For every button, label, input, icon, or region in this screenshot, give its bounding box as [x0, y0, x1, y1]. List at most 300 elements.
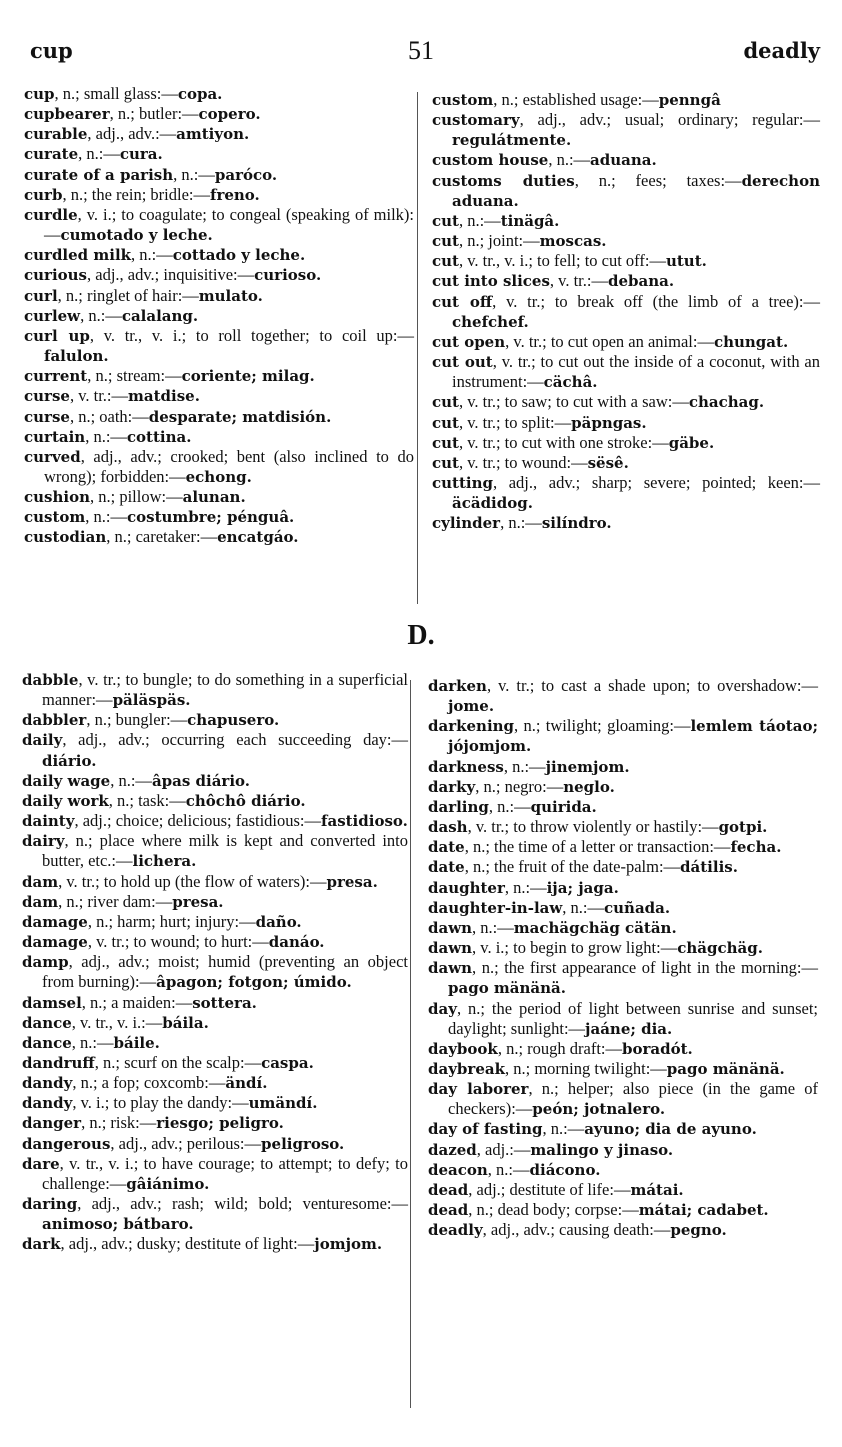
entry-headword: darkening: [428, 717, 515, 736]
entry-headword: curved: [24, 447, 81, 466]
entry-translation: desparate; matdisión.: [148, 407, 332, 426]
entry-definition: , n.; place where milk is kept and converted into butter, etc.:—: [42, 831, 408, 871]
entry-definition: , n.:—: [562, 897, 604, 917]
entry-headword: curdle: [24, 205, 78, 224]
entry-headword: dam: [22, 872, 59, 891]
entry-definition: , n.; caretaker:—: [106, 527, 218, 547]
entry-headword: dash: [428, 818, 468, 837]
entry-headword: dangerous: [22, 1134, 111, 1153]
dictionary-entry: [432, 513, 820, 533]
entry-headword: cut out: [432, 353, 493, 372]
dictionary-entry: [22, 1053, 408, 1073]
entry-translation: fastidioso.: [321, 812, 408, 831]
entry-headword: damage: [22, 933, 88, 952]
dictionary-entry: [428, 716, 818, 756]
entry-headword: curse: [24, 407, 70, 426]
entry-translation: copero.: [198, 105, 261, 124]
entry-headword: dandy: [22, 1094, 73, 1113]
dictionary-entry: [428, 1180, 818, 1200]
dictionary-entry: [22, 1154, 408, 1194]
entry-translation: derechon aduana.: [452, 171, 820, 210]
entry-definition: , n.; fees; taxes:—: [574, 170, 742, 190]
entry-translation: silíndro.: [541, 514, 612, 533]
dictionary-entry: [24, 165, 414, 185]
dictionary-entry: [24, 245, 414, 265]
dictionary-entry: [432, 413, 820, 433]
dictionary-entry: [428, 1119, 818, 1139]
entry-headword: cut: [432, 211, 459, 230]
entry-definition: , n.:—: [542, 1119, 585, 1139]
entry-definition: , n.; rough draft:—: [497, 1038, 623, 1058]
dictionary-entry: [22, 1093, 408, 1113]
entry-definition: , v. tr.; to wound:—: [458, 452, 588, 472]
entry-definition: , n.; bungler:—: [86, 710, 188, 730]
entry-definition: , v. tr.:—: [549, 271, 608, 291]
dictionary-entry: [432, 90, 820, 110]
dictionary-entry: [24, 124, 414, 144]
entry-definition: , n.:—: [458, 210, 501, 230]
dictionary-entry: [428, 878, 818, 898]
entry-headword: danger: [22, 1114, 82, 1133]
entry-translation: lemlem táotao; jójomjom.: [448, 717, 818, 756]
entry-headword: dam: [22, 892, 59, 911]
entry-translation: chägchäg.: [677, 939, 763, 958]
entry-translation: danáo.: [268, 933, 325, 952]
entry-headword: curable: [24, 125, 88, 144]
entry-definition: , adj.; choice; delicious; fastidious:—: [74, 811, 322, 831]
dictionary-entry: [24, 527, 414, 547]
entry-headword: deadly: [428, 1221, 483, 1240]
entry-definition: , n.; scurf on the scalp:—: [94, 1052, 262, 1072]
entry-translation: utut.: [665, 252, 707, 271]
entry-definition: , v. tr.; to bungle; to do something in a superficial manner:—: [42, 670, 408, 710]
dictionary-entry: [22, 1073, 408, 1093]
dictionary-entry: [432, 110, 820, 150]
column-divider-bottom: [410, 680, 411, 1408]
entry-translation: cottina.: [126, 427, 192, 446]
entry-translation: cura.: [119, 145, 163, 164]
entry-definition: , n.; morning twilight:—: [504, 1058, 667, 1078]
dictionary-entry: [428, 1140, 818, 1160]
entry-translation: jome.: [448, 697, 495, 716]
entry-headword: date: [428, 858, 465, 877]
entry-translation: moscas.: [539, 232, 607, 251]
dictionary-entry: [428, 918, 818, 938]
dictionary-entry: [22, 831, 408, 871]
entry-headword: custodian: [24, 528, 107, 547]
entry-definition: , n.; small glass:—: [54, 84, 178, 103]
entry-headword: curse: [24, 387, 70, 406]
dictionary-entry: [428, 797, 818, 817]
entry-translation: mulato.: [198, 286, 263, 305]
entry-headword: daily work: [22, 791, 109, 810]
column-top-left: [24, 84, 414, 548]
entry-headword: cut: [432, 232, 459, 251]
entry-headword: daring: [22, 1195, 78, 1214]
dictionary-entry: [22, 811, 408, 831]
dictionary-entry: [22, 710, 408, 730]
entry-translation: presa.: [326, 872, 378, 891]
entry-headword: cut: [432, 453, 459, 472]
column-top-right: [432, 90, 820, 533]
entry-definition: , n.; river dam:—: [58, 891, 173, 911]
entry-translation: äcädidog.: [452, 494, 533, 513]
entry-definition: , n.; a fop; coxcomb:—: [72, 1073, 226, 1093]
entry-headword: cupbearer: [24, 105, 110, 124]
dictionary-entry: [432, 392, 820, 412]
entry-translation: chefchef.: [452, 312, 529, 331]
entry-definition: , n.:—: [472, 917, 514, 937]
entry-definition: , n.:—: [500, 513, 542, 533]
entry-definition: , n.:—: [548, 150, 591, 170]
dictionary-entry: [432, 292, 820, 332]
entry-definition: , adj., adv.; usual; ordinary; regular:—: [519, 110, 820, 130]
entry-definition: , n.:—: [80, 305, 122, 325]
entry-definition: , v. tr.; to throw violently or hastily:—: [467, 817, 719, 837]
entry-headword: dainty: [22, 812, 75, 831]
dictionary-entry: [22, 1194, 408, 1234]
entry-translation: diácono.: [529, 1160, 601, 1179]
entry-headword: dare: [22, 1154, 60, 1173]
dictionary-entry: [24, 306, 414, 326]
entry-headword: dabbler: [22, 711, 87, 730]
entry-headword: deacon: [428, 1160, 488, 1179]
dictionary-entry: [432, 231, 820, 251]
entry-headword: daughter: [428, 878, 505, 897]
entry-translation: falulon.: [44, 347, 109, 366]
entry-headword: cut: [432, 393, 459, 412]
dictionary-entry: [428, 676, 818, 716]
entry-headword: day of fasting: [428, 1120, 543, 1139]
dictionary-entry: [22, 932, 408, 952]
entry-headword: cushion: [24, 488, 90, 507]
dictionary-entry: [22, 771, 408, 791]
entry-translation: alunan.: [182, 488, 246, 507]
entry-definition: , v. tr.; to cut with one stroke:—: [458, 432, 669, 452]
entry-definition: , v. tr., v. i.; to fell; to cut off:—: [458, 251, 666, 271]
entry-definition: , n.; the first appearance of light in the morning:—: [472, 958, 818, 978]
entry-definition: , adj., adv.; causing death:—: [482, 1220, 671, 1240]
entry-headword: dandy: [22, 1074, 73, 1093]
entry-headword: day laborer: [428, 1080, 529, 1099]
entry-definition: , v. tr., v. i.; to have courage; to attempt; to defy; to challenge:—: [42, 1153, 408, 1193]
dictionary-entry: [428, 999, 818, 1039]
dictionary-entry: [24, 205, 414, 245]
entry-definition: , v. tr.; to hold up (the flow of waters):—: [58, 871, 327, 891]
entry-translation: cottado y leche.: [172, 246, 306, 265]
dictionary-entry: [22, 892, 408, 912]
entry-translation: âpagon; fotgon; úmido.: [156, 973, 352, 992]
entry-translation: riesgo; peligro.: [156, 1114, 284, 1133]
entry-translation: fecha.: [730, 838, 782, 857]
section-letter: D.: [407, 620, 435, 651]
dictionary-entry: [428, 1220, 818, 1240]
entry-translation: mátai; cadabet.: [638, 1201, 769, 1220]
entry-definition: , v. tr.; to break off (the limb of a tree):—: [492, 291, 820, 311]
dictionary-entry: [22, 912, 408, 932]
entry-translation: boradót.: [622, 1039, 693, 1058]
entry-definition: , n.; negro:—: [475, 776, 564, 796]
entry-translation: chôchô diário.: [185, 791, 306, 810]
entry-headword: cut into slices: [432, 272, 550, 291]
entry-definition: , v. tr., v. i.; to roll together; to coil up:—: [89, 325, 415, 345]
dictionary-entry: [432, 211, 820, 231]
entry-translation: sottera.: [192, 993, 257, 1012]
entry-definition: , n.:—: [110, 770, 152, 790]
entry-definition: , adj., adv.; perilous:—: [110, 1133, 262, 1153]
entry-headword: cup: [24, 85, 55, 103]
dictionary-entry: [432, 171, 820, 211]
entry-translation: peón; jotnalero.: [532, 1100, 666, 1119]
dictionary-entry: [22, 670, 408, 710]
entry-definition: , n.; the period of light between sunrise and sunset; daylight; sunlight:—: [448, 998, 818, 1038]
entry-translation: mátai.: [630, 1180, 684, 1199]
entry-translation: sësê.: [587, 453, 629, 472]
entry-headword: cut off: [432, 292, 493, 311]
dictionary-entry: [24, 144, 414, 164]
entry-translation: presa.: [172, 892, 224, 911]
entry-definition: , v. tr.; to split:—: [458, 412, 572, 432]
entry-definition: , n.; harm; hurt; injury:—: [87, 911, 256, 931]
dictionary-entry: [428, 757, 818, 777]
dictionary-entry: [432, 453, 820, 473]
entry-definition: , v. i.; to begin to grow light:—: [472, 938, 678, 958]
entry-definition: , n.:—: [504, 877, 547, 897]
dictionary-entry: [428, 1160, 818, 1180]
column-divider-top: [417, 92, 418, 604]
dictionary-entry: [432, 150, 820, 170]
entry-headword: daybreak: [428, 1059, 505, 1078]
entry-definition: , adj., adv.; crooked; bent (also inclined to do wrong); forbidden:—: [44, 446, 414, 486]
entry-headword: darkness: [428, 757, 504, 776]
entry-headword: curb: [24, 185, 63, 204]
entry-translation: jinemjom.: [545, 757, 630, 776]
entry-definition: , n.; the fruit of the date-palm:—: [464, 857, 681, 877]
dictionary-entry: [428, 837, 818, 857]
entry-translation: gâiánimo.: [126, 1174, 210, 1193]
dictionary-entry: [22, 791, 408, 811]
entry-translation: päpngas.: [571, 413, 647, 432]
column-bottom-right: [428, 676, 818, 1240]
dictionary-entry: [22, 952, 408, 992]
entry-headword: dance: [22, 1033, 72, 1052]
entry-headword: dawn: [428, 939, 473, 958]
entry-translation: ayuno; dia de ayuno.: [584, 1120, 757, 1139]
entry-translation: chachag.: [688, 393, 765, 412]
entry-headword: custom: [24, 508, 86, 527]
dictionary-entry: [22, 1234, 408, 1254]
entry-translation: pago mänänä.: [448, 979, 566, 998]
entry-headword: curdled milk: [24, 246, 132, 265]
entry-translation: cuñada.: [604, 898, 671, 917]
entry-definition: , adj., adv.:—: [87, 124, 177, 144]
dictionary-entry: [432, 433, 820, 453]
entry-translation: umändí.: [248, 1094, 318, 1113]
dictionary-entry: [428, 857, 818, 877]
dictionary-entry: [432, 332, 820, 352]
dictionary-entry: [432, 271, 820, 291]
entry-translation: matdise.: [128, 387, 200, 406]
entry-headword: dairy: [22, 832, 65, 851]
entry-translation: amtiyon.: [176, 125, 250, 144]
entry-translation: quirida.: [530, 797, 597, 816]
dictionary-entry: [428, 1039, 818, 1059]
entry-headword: date: [428, 838, 465, 857]
entry-definition: , n.:—: [173, 164, 215, 184]
dictionary-entry: [22, 1113, 408, 1133]
dictionary-entry: [432, 251, 820, 271]
entry-headword: curlew: [24, 306, 81, 325]
entry-definition: , v. tr.; to wound; to hurt:—: [87, 932, 269, 952]
entry-translation: lichera.: [132, 852, 197, 871]
entry-definition: , n.:—: [85, 507, 128, 527]
dictionary-entry: [24, 487, 414, 507]
dictionary-entry: [24, 286, 414, 306]
entry-translation: báile.: [113, 1033, 160, 1052]
entry-definition: , v. i.; to play the dandy:—: [72, 1093, 249, 1113]
dictionary-entry: [24, 507, 414, 527]
entry-definition: , n.:—: [85, 426, 127, 446]
entry-translation: tinägâ.: [500, 211, 560, 230]
dictionary-entry: [24, 104, 414, 124]
entry-translation: pegno.: [670, 1221, 727, 1240]
entry-translation: copa.: [177, 85, 223, 103]
entry-headword: dead: [428, 1201, 469, 1220]
entry-definition: , adj., adv.; inquisitive:—: [87, 265, 255, 285]
entry-definition: , adj., adv.; occurring each succeeding day:—: [62, 730, 408, 750]
dictionary-entry: [428, 1059, 818, 1079]
entry-headword: daily: [22, 731, 63, 750]
entry-headword: dabble: [22, 671, 79, 689]
entry-headword: damsel: [22, 993, 82, 1012]
entry-translation: jaáne; dia.: [585, 1019, 673, 1038]
entry-translation: neglo.: [563, 777, 615, 796]
entry-definition: , n.:—: [487, 1159, 530, 1179]
entry-headword: current: [24, 367, 88, 386]
entry-definition: , adj., adv.; sharp; severe; pointed; keen:—: [493, 472, 820, 492]
entry-definition: , n.:—: [488, 796, 531, 816]
entry-translation: regulátmente.: [452, 131, 572, 150]
entry-definition: , n.; task:—: [108, 790, 186, 810]
entry-definition: , n.:—: [503, 756, 546, 776]
entry-definition: , v. tr.:—: [69, 386, 128, 406]
entry-translation: âpas diário.: [151, 771, 251, 790]
entry-definition: , v. tr.; to saw; to cut with a saw:—: [458, 392, 689, 412]
entry-headword: daybook: [428, 1039, 498, 1058]
entry-headword: cylinder: [432, 514, 501, 533]
entry-headword: curtain: [24, 427, 86, 446]
entry-headword: dead: [428, 1180, 469, 1199]
entry-headword: daughter-in-law: [428, 898, 563, 917]
dictionary-entry: [24, 407, 414, 427]
entry-headword: cut open: [432, 332, 506, 351]
entry-definition: , n.:—: [78, 144, 120, 164]
dictionary-entry: [24, 386, 414, 406]
entry-translation: penngâ: [658, 91, 721, 109]
entry-headword: custom house: [432, 151, 549, 170]
entry-definition: , n.; risk:—: [81, 1113, 157, 1133]
entry-headword: curate: [24, 145, 79, 164]
entry-translation: gäbe.: [668, 433, 715, 452]
entry-definition: , n.; stream:—: [87, 366, 182, 386]
dictionary-entry: [432, 352, 820, 392]
entry-definition: , adj.:—: [476, 1139, 531, 1159]
dictionary-entry: [22, 1033, 408, 1053]
entry-translation: machägchäg cätän.: [513, 918, 677, 937]
entry-translation: coriente; milag.: [181, 367, 315, 386]
dictionary-entry: [24, 185, 414, 205]
entry-definition: , n.; butler:—: [109, 104, 199, 124]
dictionary-entry: [428, 817, 818, 837]
entry-translation: jomjom.: [314, 1235, 383, 1254]
entry-headword: cutting: [432, 473, 493, 492]
dictionary-entry: [428, 777, 818, 797]
entry-translation: calalang.: [121, 306, 199, 325]
dictionary-entry: [22, 872, 408, 892]
entry-definition: , n.; a maiden:—: [81, 992, 193, 1012]
dictionary-entry: [24, 84, 414, 104]
dictionary-entry: [24, 427, 414, 447]
entry-definition: , n.; the rein; bridle:—: [62, 184, 210, 204]
entry-headword: damp: [22, 953, 69, 972]
entry-translation: chungat.: [713, 332, 789, 351]
entry-definition: , n.; joint:—: [458, 231, 540, 251]
entry-headword: curate of a parish: [24, 165, 174, 184]
entry-headword: darky: [428, 777, 476, 796]
dictionary-entry: [22, 1013, 408, 1033]
dictionary-entry: [22, 730, 408, 770]
dictionary-entry: [22, 1134, 408, 1154]
entry-translation: caspa.: [261, 1053, 314, 1072]
entry-headword: curl: [24, 286, 58, 305]
entry-headword: darken: [428, 677, 487, 695]
entry-translation: gotpi.: [718, 818, 768, 837]
entry-definition: , v. tr.; to cut out the inside of a coconut, with an instrument:—: [452, 352, 821, 392]
entry-headword: day: [428, 999, 457, 1018]
entry-translation: freno.: [210, 185, 260, 204]
entry-translation: malingo y jinaso.: [530, 1140, 674, 1159]
entry-translation: chapusero.: [187, 711, 280, 730]
entry-definition: , n.:—: [71, 1032, 114, 1052]
page-number: 51: [408, 36, 434, 65]
entry-definition: , adj., adv.; dusky; destitute of light:—: [60, 1234, 315, 1254]
entry-definition: , n.; the time of a letter or transaction:—: [464, 837, 731, 857]
entry-headword: curious: [24, 266, 87, 285]
dictionary-entry: [432, 473, 820, 513]
entry-headword: dance: [22, 1013, 72, 1032]
entry-translation: báila.: [162, 1013, 209, 1032]
entry-definition: , n.; established usage:—: [493, 90, 659, 109]
entry-headword: darling: [428, 797, 489, 816]
entry-headword: dawn: [428, 918, 473, 937]
entry-translation: pago mänänä.: [666, 1059, 785, 1078]
dictionary-entry: [428, 958, 818, 998]
entry-definition: , adj.; destitute of life:—: [468, 1179, 631, 1199]
dictionary-entry: [24, 326, 414, 366]
entry-translation: paróco.: [214, 165, 278, 184]
column-bottom-left: [22, 670, 408, 1255]
dictionary-entry: [428, 898, 818, 918]
entry-headword: dawn: [428, 959, 473, 978]
entry-headword: dandruff: [22, 1053, 95, 1072]
entry-translation: debana.: [607, 272, 675, 291]
entry-translation: costumbre; pénguâ.: [127, 508, 295, 527]
entry-definition: , n.; twilight; gloaming:—: [514, 716, 691, 736]
entry-definition: , v. tr.; to cast a shade upon; to overshadow:—: [486, 676, 818, 695]
entry-headword: daily wage: [22, 771, 111, 790]
running-head-right: deadly: [743, 38, 820, 63]
entry-definition: , n.; ringlet of hair:—: [57, 285, 199, 305]
